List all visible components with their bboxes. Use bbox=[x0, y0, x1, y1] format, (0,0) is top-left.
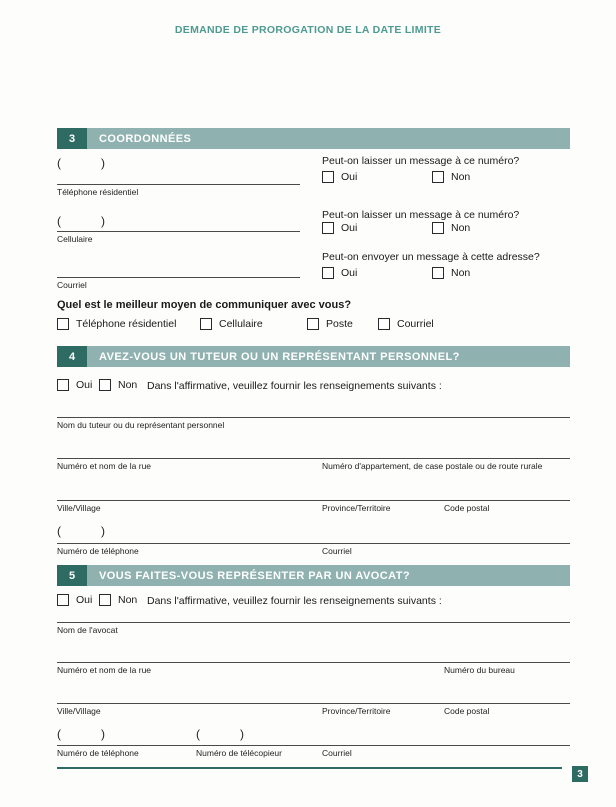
area-code-parens: ( ) bbox=[57, 156, 105, 170]
best-way-courriel-option[interactable] bbox=[378, 318, 434, 330]
q2-non-label: Non bbox=[451, 222, 471, 234]
tuteur-instruction: Dans l'affirmative, veuillez fournir les renseignements suivants : bbox=[147, 380, 442, 392]
avocat-non-label: Non bbox=[118, 594, 138, 606]
cellulaire-input[interactable] bbox=[57, 231, 300, 238]
section-5-header bbox=[57, 565, 570, 586]
tuteur-oui-option[interactable] bbox=[57, 379, 92, 391]
avocat-non-option[interactable] bbox=[99, 594, 137, 606]
tuteur-oui-label: Oui bbox=[76, 379, 93, 391]
section-3-title: COORDONNÉES bbox=[87, 128, 570, 149]
avocat-city-input[interactable] bbox=[57, 703, 570, 710]
tuteur-email-label: Courriel bbox=[322, 546, 352, 556]
q3-oui-option[interactable] bbox=[322, 267, 357, 279]
best-way-cellulaire-checkbox[interactable] bbox=[200, 318, 212, 330]
section-4-title: AVEZ-VOUS UN TUTEUR OU UN REPRÉSENTANT PERSONNEL? bbox=[87, 346, 570, 367]
avocat-non-checkbox[interactable] bbox=[99, 594, 111, 606]
tuteur-phone-label: Numéro de téléphone bbox=[57, 546, 139, 556]
best-way-courriel-label: Courriel bbox=[397, 318, 434, 330]
courriel-label: Courriel bbox=[57, 280, 87, 290]
section-4-number: 4 bbox=[57, 346, 87, 367]
area-code-parens: ( ) bbox=[57, 524, 105, 538]
footer-rule bbox=[57, 767, 562, 769]
q1-non-option[interactable] bbox=[432, 171, 470, 183]
tuteur-city-input[interactable] bbox=[57, 500, 570, 507]
avocat-postal-label: Code postal bbox=[444, 706, 490, 716]
q2-oui-checkbox[interactable] bbox=[322, 222, 334, 234]
q1-oui-option[interactable] bbox=[322, 171, 357, 183]
cellulaire-label: Cellulaire bbox=[57, 234, 93, 244]
avocat-name-input[interactable] bbox=[57, 622, 570, 629]
section-3-header bbox=[57, 128, 570, 149]
avocat-province-label: Province/Territoire bbox=[322, 706, 391, 716]
q3-oui-label: Oui bbox=[341, 267, 358, 279]
best-way-poste-option[interactable] bbox=[307, 318, 353, 330]
avocat-city-label: Ville/Village bbox=[57, 706, 101, 716]
page-number-badge: 3 bbox=[572, 766, 588, 782]
best-way-question: Quel est le meilleur moyen de communiquer avec vous? bbox=[57, 299, 352, 311]
message-question-2: Peut-on laisser un message à ce numéro? bbox=[322, 209, 520, 221]
q1-oui-label: Oui bbox=[341, 171, 358, 183]
tuteur-province-label: Province/Territoire bbox=[322, 503, 391, 513]
best-way-cellulaire-label: Cellulaire bbox=[219, 318, 263, 330]
best-way-poste-checkbox[interactable] bbox=[307, 318, 319, 330]
tuteur-apartment-label: Numéro d'appartement, de case postale ou de route rurale bbox=[322, 461, 543, 471]
q2-non-option[interactable] bbox=[432, 222, 470, 234]
avocat-office-label: Numéro du bureau bbox=[444, 665, 515, 675]
tuteur-city-label: Ville/Village bbox=[57, 503, 101, 513]
q1-oui-checkbox[interactable] bbox=[322, 171, 334, 183]
best-way-cellulaire-option[interactable] bbox=[200, 318, 263, 330]
section-3-number: 3 bbox=[57, 128, 87, 149]
tuteur-street-label: Numéro et nom de la rue bbox=[57, 461, 152, 471]
document-title: DEMANDE DE PROROGATION DE LA DATE LIMITE bbox=[174, 24, 442, 36]
area-code-parens: ( ) bbox=[57, 727, 105, 741]
q2-oui-label: Oui bbox=[341, 222, 358, 234]
area-code-parens: ( ) bbox=[196, 727, 244, 741]
section-4-header bbox=[57, 346, 570, 367]
avocat-oui-label: Oui bbox=[76, 594, 93, 606]
q3-non-label: Non bbox=[451, 267, 471, 279]
best-way-telephone-label: Téléphone résidentiel bbox=[76, 318, 177, 330]
courriel-input[interactable] bbox=[57, 277, 300, 284]
avocat-oui-option[interactable] bbox=[57, 594, 92, 606]
best-way-poste-label: Poste bbox=[326, 318, 353, 330]
best-way-telephone-option[interactable] bbox=[57, 318, 176, 330]
q3-oui-checkbox[interactable] bbox=[322, 267, 334, 279]
avocat-fax-label: Numéro de télécopieur bbox=[196, 748, 282, 758]
tuteur-postal-label: Code postal bbox=[444, 503, 490, 513]
avocat-name-label: Nom de l'avocat bbox=[57, 625, 118, 635]
q3-non-option[interactable] bbox=[432, 267, 470, 279]
avocat-instruction: Dans l'affirmative, veuillez fournir les renseignements suivants : bbox=[147, 595, 442, 607]
q2-oui-option[interactable] bbox=[322, 222, 357, 234]
avocat-phone-label: Numéro de téléphone bbox=[57, 748, 139, 758]
telephone-residentiel-label: Téléphone résidentiel bbox=[57, 187, 139, 197]
message-question-3: Peut-on envoyer un message à cette adresse? bbox=[322, 251, 540, 263]
tuteur-name-label: Nom du tuteur ou du représentant personnel bbox=[57, 420, 225, 430]
avocat-email-label: Courriel bbox=[322, 748, 352, 758]
section-5-title: VOUS FAITES-VOUS REPRÉSENTER PAR UN AVOCAT? bbox=[87, 565, 570, 586]
tuteur-oui-checkbox[interactable] bbox=[57, 379, 69, 391]
message-question-1: Peut-on laisser un message à ce numéro? bbox=[322, 155, 520, 167]
area-code-parens: ( ) bbox=[57, 214, 105, 228]
avocat-oui-checkbox[interactable] bbox=[57, 594, 69, 606]
tuteur-non-option[interactable] bbox=[99, 379, 137, 391]
avocat-street-label: Numéro et nom de la rue bbox=[57, 665, 152, 675]
q2-non-checkbox[interactable] bbox=[432, 222, 444, 234]
q3-non-checkbox[interactable] bbox=[432, 267, 444, 279]
best-way-telephone-checkbox[interactable] bbox=[57, 318, 69, 330]
q1-non-label: Non bbox=[451, 171, 471, 183]
q1-non-checkbox[interactable] bbox=[432, 171, 444, 183]
section-5-number: 5 bbox=[57, 565, 87, 586]
tuteur-non-label: Non bbox=[118, 379, 138, 391]
tuteur-non-checkbox[interactable] bbox=[99, 379, 111, 391]
best-way-courriel-checkbox[interactable] bbox=[378, 318, 390, 330]
